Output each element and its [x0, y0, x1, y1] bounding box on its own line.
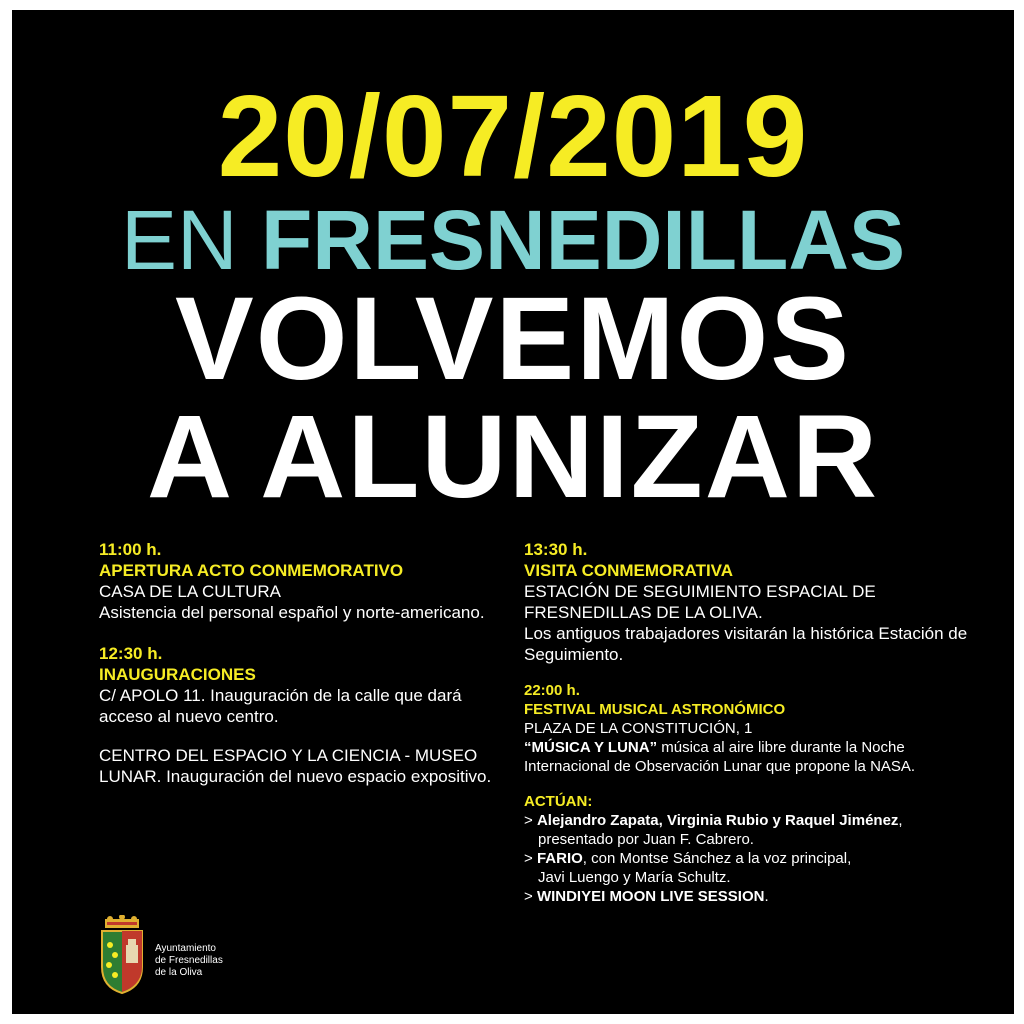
location-line [12, 193, 1014, 287]
right-schedule-column [524, 539, 974, 906]
performers-block [524, 792, 974, 906]
location-prefix: EN [120, 193, 238, 287]
performer-rest: , [898, 812, 903, 829]
performer-prefix: > [524, 888, 537, 905]
performer-item [524, 849, 974, 887]
performer-prefix: > [524, 850, 537, 867]
performer-name: FARIO [536, 850, 583, 867]
coat-of-arms-icon [97, 915, 147, 995]
event-block [99, 643, 499, 787]
event-time: 22:00 h. [524, 682, 580, 699]
event-place: PLAZA DE LA CONSTITUCIÓN, 1 [524, 720, 753, 737]
title-line-1: VOLVEMOS [174, 273, 851, 405]
performer-item [524, 887, 974, 906]
performer-detail: presentado por Juan F. Cabrero. [538, 831, 754, 848]
municipality-name [155, 943, 223, 979]
event-time: 13:30 h. [524, 540, 588, 559]
performer-prefix: > [524, 812, 537, 829]
performer-name: Alejandro Zapata, Virginia Rubio y Raquel Jiménez [536, 812, 899, 829]
town-name: FRESNEDILLAS [261, 193, 906, 287]
event-description-text: música al aire libre durante la Noche Internacional de Observación Lunar que propone la NASA. [524, 739, 916, 775]
event-heading: FESTIVAL MUSICAL ASTRONÓMICO [524, 701, 786, 718]
logo-text-line: Ayuntamiento [155, 943, 216, 954]
performer-rest: . [764, 888, 769, 905]
poster [12, 10, 1014, 1014]
event-block [524, 539, 974, 665]
event-date: 20/07/2019 [217, 71, 809, 201]
municipality-logo [97, 915, 277, 995]
performer-rest: , con Montse Sánchez a la voz principal, [582, 850, 852, 867]
event-place: ESTACIÓN DE SEGUIMIENTO ESPACIAL DE FRESNEDILLAS DE LA OLIVA. [524, 582, 876, 622]
logo-text-line: de la Oliva [155, 967, 203, 978]
event-time: 11:00 h. [99, 540, 162, 559]
event-heading: APERTURA ACTO CONMEMORATIVO [99, 561, 404, 580]
spacer [99, 727, 499, 745]
event-heading: VISITA CONMEMORATIVA [524, 561, 734, 580]
event-description: Asistencia del personal español y norte-americano. [99, 603, 485, 622]
event-block [524, 681, 974, 776]
event-highlight: “MÚSICA Y LUNA” [524, 739, 658, 756]
event-place: CASA DE LA CULTURA [99, 582, 282, 601]
event-description: Los antiguos trabajadores visitarán la histórica Estación de Seguimiento. [524, 624, 968, 664]
event-time: 12:30 h. [99, 644, 163, 663]
performers-label: ACTÚAN: [524, 793, 593, 810]
title-line-2: A ALUNIZAR [146, 391, 880, 523]
performer-detail: Javi Luengo y María Schultz. [538, 869, 731, 886]
event-block [99, 539, 499, 623]
performer-item [524, 811, 974, 849]
logo-text-line: de Fresnedillas [155, 955, 223, 966]
event-heading: INAUGURACIONES [99, 665, 256, 684]
performer-name: WINDIYEI MOON LIVE SESSION [536, 888, 765, 905]
event-description [524, 738, 974, 776]
left-schedule-column [99, 539, 499, 807]
event-description: C/ APOLO 11. Inauguración de la calle que dará acceso al nuevo centro. [99, 686, 462, 726]
event-description-2: CENTRO DEL ESPACIO Y LA CIENCIA - MUSEO LUNAR. Inauguración del nuevo espacio expositivo. [99, 746, 492, 786]
